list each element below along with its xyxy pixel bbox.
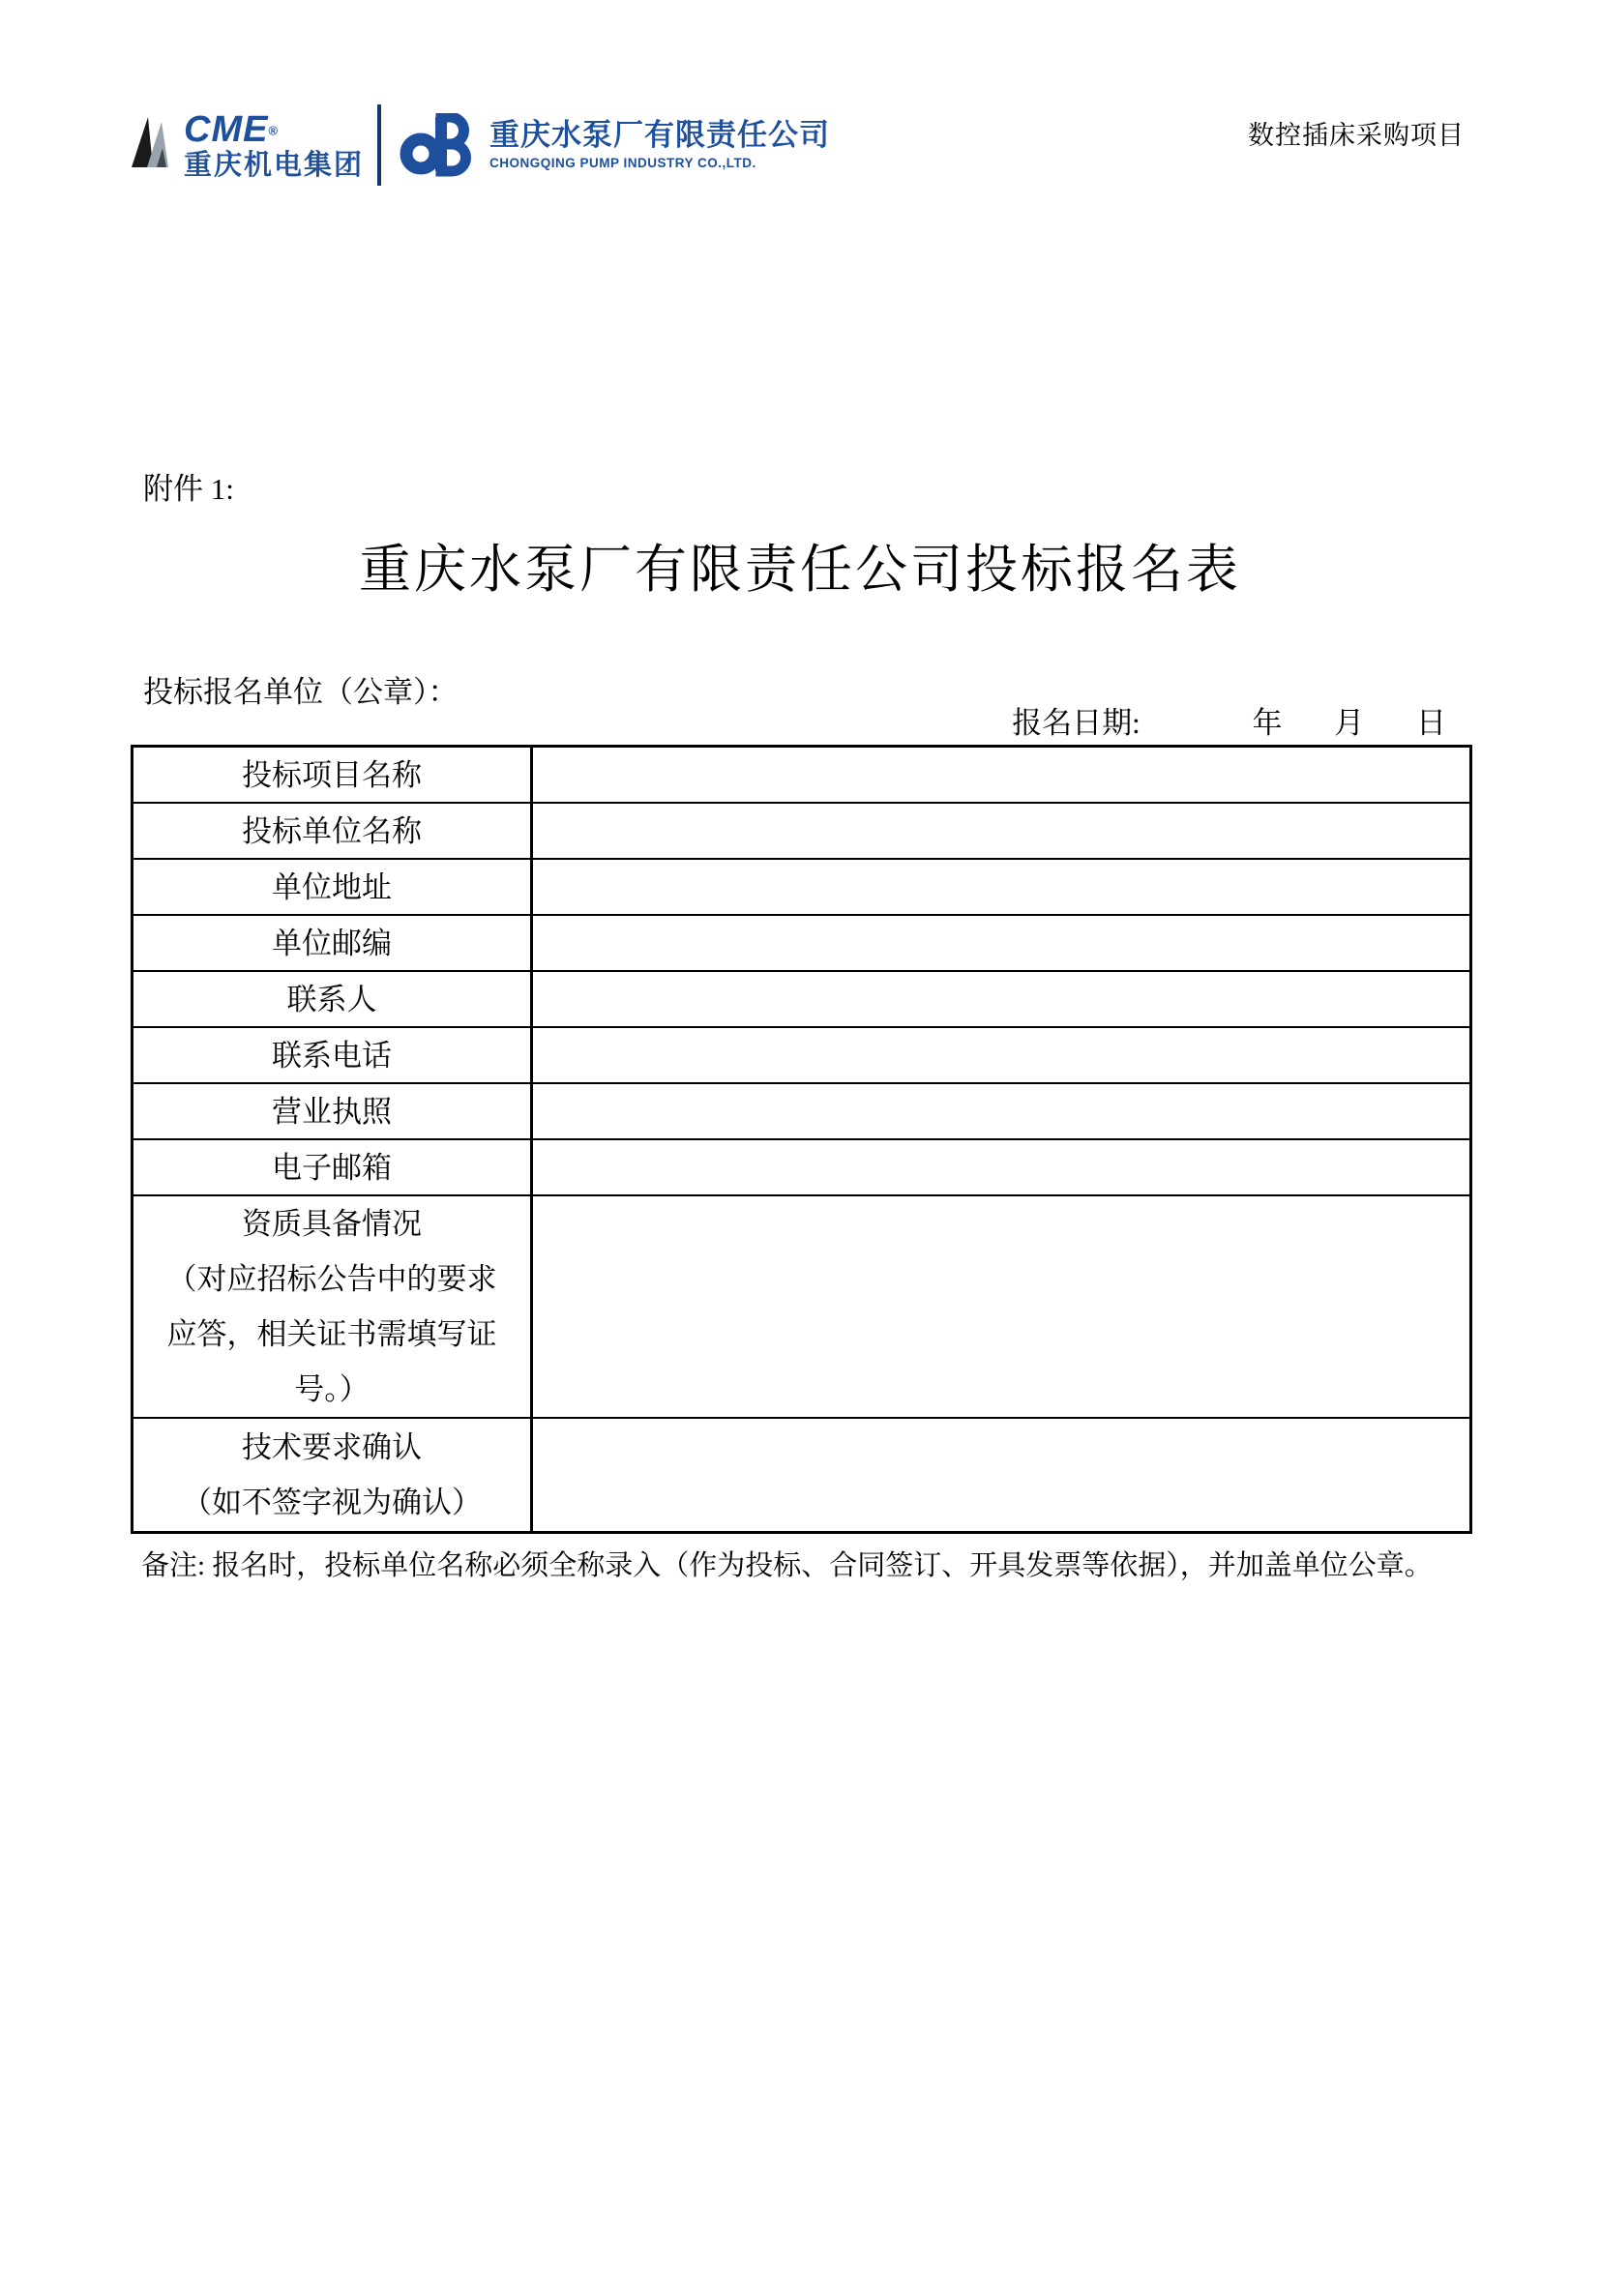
- row-value-bidder-name: [533, 804, 1469, 858]
- row-label-address: 单位地址: [133, 860, 533, 914]
- company-name-cn: 重庆水泵厂有限责任公司: [489, 118, 831, 153]
- row-value-address: [533, 860, 1469, 914]
- table-row: [133, 1140, 1469, 1196]
- date-label: 报名日期:: [1012, 706, 1141, 740]
- table-row: [133, 916, 1469, 972]
- row-label-qualifications: 资质具备情况 （对应招标公告中的要求 应答，相关证书需填写证 号。）: [133, 1196, 533, 1417]
- row-label-contact-person: 联系人: [133, 972, 533, 1026]
- table-row: [133, 1419, 1469, 1531]
- row-value-contact-person: [533, 972, 1469, 1026]
- row-value-contact-phone: [533, 1028, 1469, 1082]
- table-row: [133, 748, 1469, 804]
- attachment-label: 附件 1:: [143, 472, 234, 506]
- pump-logo: [399, 113, 830, 177]
- cme-group-name: 重庆机电集团: [184, 149, 365, 181]
- table-row: [133, 1196, 1469, 1419]
- row-value-project-name: [533, 748, 1469, 802]
- cme-logo: [128, 108, 365, 181]
- date-month-label: 月: [1334, 706, 1365, 740]
- row-label-project-name: 投标项目名称: [133, 748, 533, 802]
- row-label-bidder-name: 投标单位名称: [133, 804, 533, 858]
- row-value-technical-confirmation: [533, 1419, 1469, 1531]
- table-row: [133, 804, 1469, 860]
- row-label-contact-phone: 联系电话: [133, 1028, 533, 1082]
- applicant-seal-label: 投标报名单位（公章）：: [143, 675, 459, 709]
- row-value-business-license: [533, 1084, 1469, 1138]
- table-row: [133, 972, 1469, 1028]
- date-year-label: 年: [1252, 706, 1283, 740]
- cme-sails-icon: [128, 113, 180, 173]
- registered-mark-icon: ®: [268, 123, 280, 138]
- bid-registration-table: [131, 745, 1472, 1534]
- footer-note: 备注: 报名时，投标单位名称必须全称录入（作为投标、合同签订、开具发票等依据），并加盖单位公章。: [141, 1550, 1433, 1581]
- row-value-postcode: [533, 916, 1469, 970]
- company-logo: [128, 104, 830, 186]
- registration-date-line: [131, 698, 1446, 742]
- row-label-business-license: 营业执照: [133, 1084, 533, 1138]
- row-label-email: 电子邮箱: [133, 1140, 533, 1194]
- page-title: 重庆水泵厂有限责任公司投标报名表: [359, 541, 1241, 599]
- table-row: [133, 860, 1469, 916]
- row-value-email: [533, 1140, 1469, 1194]
- table-row: [133, 1084, 1469, 1140]
- date-day-label: 日: [1416, 706, 1446, 740]
- company-name-en: CHONGQING PUMP INDUSTRY CO.,LTD.: [489, 155, 756, 170]
- table-row: [133, 1028, 1469, 1084]
- project-label: 数控插床采购项目: [1248, 121, 1465, 150]
- row-label-technical-confirmation: 技术要求确认 （如不签字视为确认）: [133, 1419, 533, 1531]
- row-value-qualifications: [533, 1196, 1469, 1417]
- row-label-postcode: 单位邮编: [133, 916, 533, 970]
- cme-wordmark: CME: [184, 108, 269, 150]
- logo-divider: [377, 104, 381, 186]
- pump-db-mark-icon: [399, 113, 480, 177]
